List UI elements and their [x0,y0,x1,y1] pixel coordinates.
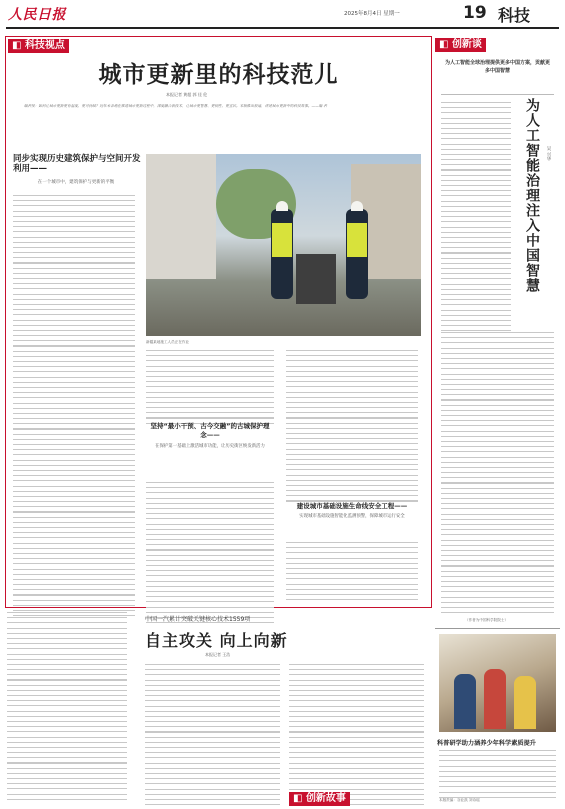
page-number: 19 [463,3,487,23]
masthead [0,0,565,36]
section1-title: 同步实现历史建筑保护与空间开发利用—— [13,154,141,174]
tag-icon: ◧ [293,793,306,804]
masthead-date: 2025年8月4日 星期一 [344,11,400,17]
innovation-body-top [441,102,511,335]
masthead-rule [6,27,559,29]
feature-headline: 城市更新里的科技范儿 [98,62,339,88]
innovation-body-bottom [441,332,554,617]
right-bottom-headline: 科普研学助力涵养少年科学素质提升 [437,740,536,747]
bottom-col-a [145,664,280,809]
photo-building-left [146,154,216,279]
feature-box [5,36,432,608]
innovation-headline: 为人工智能治理注入中国智慧 [524,98,540,293]
bottom-footer-tag-label: 创新故事 [305,793,346,804]
right-bottom-article [435,628,560,806]
feature-tag [8,39,69,53]
feature-byline: 本报记者 黄超 郭 佳 伦 [166,92,208,97]
pull-quote-title: 坚持“最小干预、古今交融”的古城保护理念—— [150,422,270,439]
right-bottom-rule [435,628,560,629]
right-body-bottom [286,542,418,604]
photo-worker-2 [346,209,368,299]
feature-tag-label: 科技视点 [24,40,65,51]
photo-machine [296,254,336,304]
innovation-rule [441,94,554,95]
innovation-tag [435,38,486,52]
photo-worker-1 [271,209,293,299]
right-bottom-body [439,750,556,802]
bottom-kicker: 中国一汽累计突破关键核心技术1559项 [145,616,251,623]
masthead-logo: 人民日报 [8,7,66,23]
pull-quote [148,422,272,451]
right-bottom-photo [439,634,556,732]
innovation-tag-label: 创新谈 [451,39,482,50]
innovation-column [435,36,560,628]
bottom-headline: 自主攻关 向上向新 [145,631,288,650]
editor-note: 编者按：如何让城市更新更有温度、更可持续？近年来各地在推进城市更新过程中，深度融合新技术，让城市更智慧、更韧性、更宜居。本版推出报道，讲述城市更新中的科技故事。——编 者 [24,104,328,108]
section1-deck: 在一个城市中，建筑保护与更新的平衡 [37,180,115,185]
innovation-subtitle: 为人工智能全球治理提供更多中国方案，贡献更多中国智慧 [445,60,551,74]
pull-quote-deck: 在保护第一基础上激活城市功能，让历史街区焕发新活力 [155,444,265,449]
section3-deck: 实现城市基础设施智能化监测预警，保障城市运行安全 [299,514,405,519]
feature-photo [146,154,421,336]
middle-body-top [146,350,274,428]
bottom-article [5,608,430,806]
page-footer: 本版责编：谷业凯 刘诗瑶 [439,798,480,802]
photo-caption: 新疆某地施工人员正在作业 [146,340,190,344]
page-section-title: 科技 [498,6,531,25]
innovation-author: 吴 兴华 [546,146,551,161]
section1-body [13,195,135,620]
tag-icon: ◧ [12,40,25,51]
innovation-author-note: （作者为中国科学院院士） [465,618,509,622]
section3-heading [288,502,416,521]
bottom-footer-tag [289,792,350,806]
bottom-left-body [7,612,127,804]
bottom-byline: 本报记者 王浩 [205,652,231,657]
bottom-col-b [289,664,424,809]
middle-body-bottom [146,482,274,627]
right-body-top [286,350,418,506]
section3-title: 建设城市基础设施生命线安全工程—— [296,502,408,510]
tag-icon: ◧ [439,39,452,50]
